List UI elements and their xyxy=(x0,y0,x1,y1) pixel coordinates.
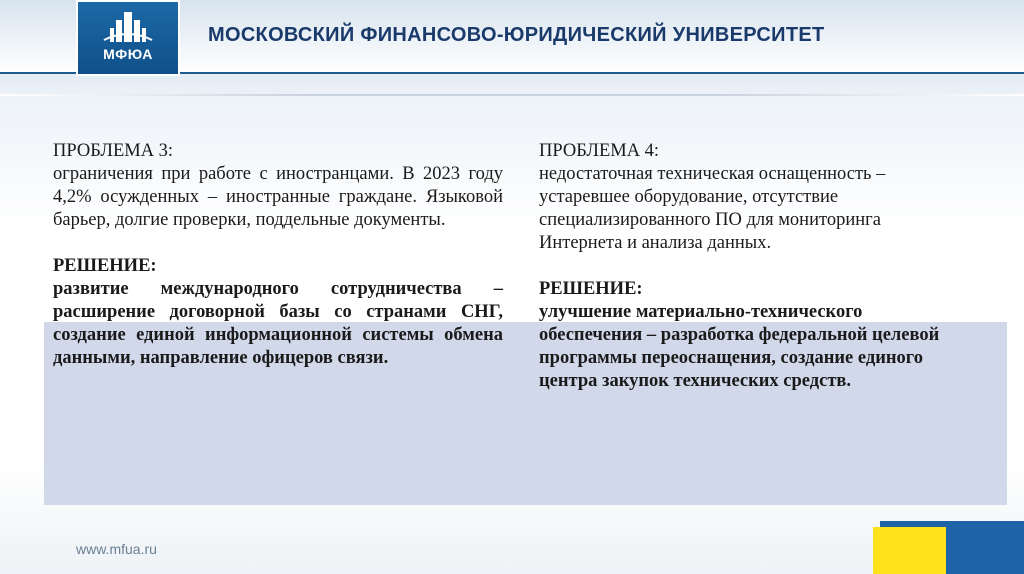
solution-4-text: улучшение материально-технического обеспечения – разработка федеральной целевой программы переоснащения, создание единого центра закупок технических средств. xyxy=(539,302,940,391)
problem-3-column xyxy=(53,140,503,370)
solution-3-text: развитие международного сотрудничества – расширение договорной базы со странами СНГ, создание единой информационной системы обмена данными, направление офицеров связи. xyxy=(53,279,503,368)
building-icon xyxy=(102,10,154,44)
solution-4-title: РЕШЕНИЕ: xyxy=(539,279,643,299)
problem-3-title: ПРОБЛЕМА 3: xyxy=(53,141,174,161)
slide-header xyxy=(0,0,1024,74)
problem-4-title: ПРОБЛЕМА 4: xyxy=(539,141,660,161)
solution-3-title: РЕШЕНИЕ: xyxy=(53,256,157,276)
logo-text: МФЮА xyxy=(103,46,153,62)
university-name: МОСКОВСКИЙ ФИНАНСОВО-ЮРИДИЧЕСКИЙ УНИВЕРСИТЕТ xyxy=(208,24,825,46)
corner-decoration-yellow xyxy=(873,527,946,574)
university-logo xyxy=(76,0,180,76)
problem-4-text: недостаточная техническая оснащенность – устаревшее оборудование, отсутствие специализированного ПО для мониторинга Интернета и анализа данных. xyxy=(539,164,886,253)
header-divider xyxy=(0,94,1024,96)
problem-4-column xyxy=(539,140,959,393)
problem-3-text: ограничения при работе с иностранцами. В 2023 году 4,2% осужденных – иностранные граждане. Языковой барьер, долгие проверки, поддельные документы. xyxy=(53,164,503,230)
footer-url: www.mfua.ru xyxy=(76,541,157,557)
